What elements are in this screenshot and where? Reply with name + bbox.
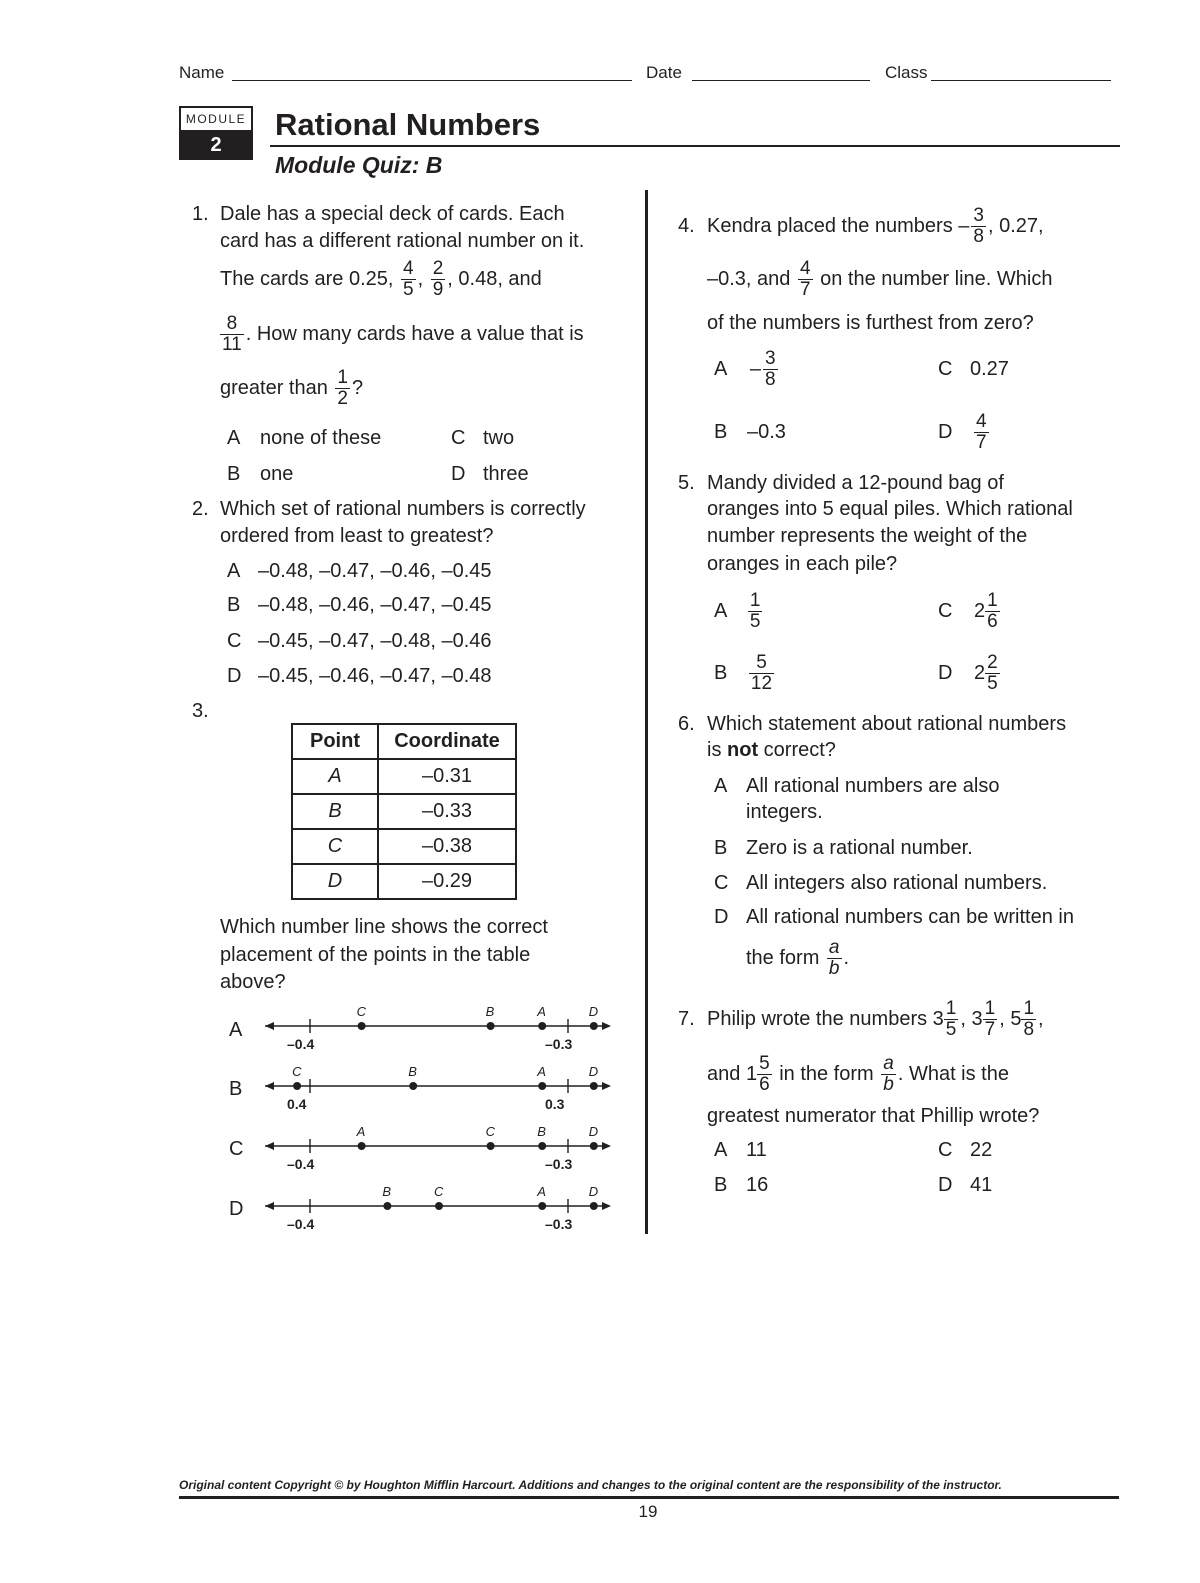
choice-letter: B (714, 662, 728, 684)
denominator: b (883, 1074, 894, 1096)
table-cell: –0.33 (378, 794, 516, 829)
question-text (707, 1051, 1009, 1097)
question-text: card has a different rational number on it. (220, 230, 585, 252)
point-label: B (382, 1184, 392, 1199)
question-text: greatest numerator that Phillip wrote? (707, 1105, 1040, 1127)
text-span: and (707, 1063, 741, 1085)
choice-letter: C (938, 1139, 953, 1161)
choice-c[interactable] (938, 1138, 993, 1162)
numerator: 1 (749, 590, 761, 612)
point-label: C (434, 1184, 444, 1199)
tick-label: –0.4 (287, 1156, 315, 1172)
point-label: D (588, 1124, 599, 1139)
fraction (827, 938, 842, 979)
numerator: a (883, 1053, 894, 1075)
fraction (881, 1054, 896, 1095)
text-span: , 0.27, (987, 215, 1044, 237)
class-label: Class (885, 63, 928, 82)
choice-letter: B (227, 463, 241, 485)
denominator: 6 (987, 611, 998, 633)
numerator: 1 (987, 590, 998, 612)
choice-b[interactable] (714, 650, 776, 696)
choice-text: 11 (746, 1139, 767, 1161)
question-text (220, 312, 584, 356)
number-line-point (590, 1082, 598, 1090)
table-cell: –0.31 (378, 759, 516, 794)
points-table (291, 723, 517, 900)
table-row (292, 829, 516, 864)
fraction (971, 206, 986, 247)
footer-rule (179, 1496, 1119, 1499)
left-arrow-icon (265, 1202, 274, 1210)
fraction (763, 349, 778, 390)
choice-letter: C (227, 630, 242, 652)
choice-a[interactable] (714, 774, 1000, 798)
denominator: 7 (976, 432, 987, 454)
text-span: , (960, 1008, 966, 1030)
number-line-point (293, 1082, 301, 1090)
question-number: 6. (678, 713, 695, 735)
choice-c[interactable] (451, 426, 515, 450)
point-label: D (588, 1184, 599, 1199)
text-span: greater than (220, 377, 328, 399)
fraction (974, 412, 989, 453)
text-span: is (707, 739, 722, 761)
denominator: 11 (222, 334, 242, 356)
choice-b-letter[interactable]: B (229, 1078, 243, 1100)
choice-d[interactable] (938, 409, 991, 455)
choice-letter: D (451, 463, 466, 485)
text-span: , (417, 268, 424, 290)
choice-letter: D (938, 662, 953, 684)
choice-text: –0.48, –0.46, –0.47, –0.45 (258, 594, 492, 616)
denominator: 8 (764, 369, 776, 391)
choice-d-letter[interactable]: D (229, 1198, 244, 1220)
whole-number: 3 (971, 1008, 983, 1030)
numerator: 4 (403, 258, 414, 280)
choice-text: integers. (746, 801, 823, 823)
fraction (749, 653, 774, 694)
denominator: 5 (987, 673, 998, 695)
text-span: Philip wrote the numbers (707, 1008, 928, 1030)
question-text: Which number line shows the correct (220, 916, 548, 938)
choice-text: –0.48, –0.47, –0.46, –0.45 (258, 560, 492, 582)
denominator: 8 (973, 226, 984, 248)
text-span: . How many cards have a value that is (245, 323, 584, 345)
choice-letter: C (714, 872, 729, 894)
choice-letter: C (938, 358, 953, 380)
numerator: 4 (799, 258, 811, 280)
whole-number: 3 (932, 1008, 944, 1030)
module-number: 2 (181, 130, 251, 158)
tick-label: –0.4 (287, 1036, 315, 1052)
number-line-point (590, 1202, 598, 1210)
denominator: b (828, 958, 840, 980)
fraction (985, 653, 1000, 694)
table-row (292, 759, 516, 794)
text-span: , (999, 1008, 1005, 1030)
choice-letter: A (714, 600, 727, 622)
title-rule (270, 145, 1120, 147)
numerator: 1 (945, 998, 957, 1020)
choice-letter: A (714, 775, 728, 797)
choice-letter: B (714, 1174, 728, 1196)
fraction (757, 1054, 772, 1095)
table-cell: B (292, 794, 378, 829)
question-number: 5. (678, 472, 695, 494)
number-line-point (487, 1022, 495, 1030)
text-span: on the number line. Which (820, 268, 1053, 290)
denominator: 7 (799, 279, 811, 301)
left-arrow-icon (265, 1082, 274, 1090)
fraction (1021, 999, 1036, 1040)
text-span: , (1038, 1008, 1044, 1030)
table-cell: –0.38 (378, 829, 516, 864)
point-label: D (588, 1004, 599, 1019)
number-line-point (435, 1202, 443, 1210)
number-line-point (538, 1202, 546, 1210)
number-line-point (358, 1142, 366, 1150)
question-text: number represents the weight of the (707, 525, 1028, 547)
number-line-point (538, 1022, 546, 1030)
column-divider (645, 190, 648, 1234)
choice-b[interactable] (227, 593, 492, 617)
fraction (431, 259, 446, 300)
question-text (707, 257, 1052, 301)
module-badge-label: MODULE (185, 112, 247, 126)
text-span: The cards are 0.25, (220, 268, 394, 290)
column-header: Coordinate (378, 724, 516, 759)
choice-letter: A (714, 1139, 728, 1161)
choice-d[interactable] (938, 650, 1002, 696)
choice-letter: B (714, 837, 728, 859)
choice-letter: B (714, 421, 728, 443)
choice-letter: A (227, 560, 241, 582)
numerator: 3 (973, 205, 984, 227)
choice-letter: A (714, 358, 727, 380)
point-label: C (485, 1124, 495, 1139)
fraction (798, 259, 813, 300)
whole-number: 1 (745, 1063, 758, 1085)
table-cell: D (292, 864, 378, 899)
fraction (944, 999, 959, 1040)
choice-c[interactable] (938, 357, 1009, 381)
question-text (220, 366, 363, 410)
whole-number: 2 (974, 662, 986, 684)
number-line-point (487, 1142, 495, 1150)
tick-label: –0.4 (287, 1216, 315, 1232)
fraction (983, 999, 998, 1040)
class-field[interactable] (931, 80, 1111, 81)
table-cell: –0.29 (378, 864, 516, 899)
text-span: –0.3, and (707, 268, 791, 290)
numerator: 8 (220, 314, 244, 335)
choice-text: two (483, 427, 515, 449)
point-label: D (588, 1064, 599, 1079)
number-line-point (590, 1022, 598, 1030)
choice-letter: D (938, 421, 953, 443)
question-number: 1. (192, 203, 209, 225)
choice-a[interactable] (714, 1138, 767, 1162)
right-arrow-icon (602, 1022, 611, 1030)
question-number: 4. (678, 215, 695, 237)
question-text (220, 257, 542, 301)
choice-a[interactable] (227, 559, 492, 583)
question-text: oranges in each pile? (707, 553, 898, 575)
choice-d[interactable] (938, 1173, 993, 1197)
choice-letter: C (451, 427, 466, 449)
numerator: a (828, 937, 840, 959)
question-text (707, 204, 1044, 248)
choice-text: –0.45, –0.47, –0.48, –0.46 (258, 630, 492, 652)
denominator: 5 (945, 1019, 957, 1041)
choice-c-letter[interactable]: C (229, 1138, 244, 1160)
choice-text: 16 (746, 1174, 769, 1196)
question-text: Dale has a special deck of cards. Each (220, 203, 565, 225)
denominator: 9 (432, 279, 444, 301)
page-number: 19 (638, 1502, 658, 1521)
choice-a[interactable] (714, 346, 780, 392)
choice-b[interactable] (714, 836, 973, 860)
left-arrow-icon (265, 1022, 274, 1030)
choice-c[interactable] (714, 871, 1048, 895)
choice-d[interactable] (714, 905, 1074, 929)
question-text (707, 738, 836, 762)
choice-c[interactable] (227, 629, 492, 653)
point-label: A (537, 1184, 546, 1199)
choice-letter: D (714, 906, 729, 928)
table-row (292, 864, 516, 899)
question-text (707, 996, 1044, 1042)
choice-text: All rational numbers can be written in (746, 906, 1074, 928)
number-line-choices[interactable] (255, 998, 625, 1238)
numerator: 4 (976, 411, 987, 433)
point-label: B (485, 1004, 495, 1019)
choice-text: All integers also rational numbers. (746, 872, 1048, 894)
page-subtitle: Module Quiz: B (275, 152, 443, 178)
question-number: 3. (192, 700, 209, 722)
date-label: Date (646, 63, 682, 82)
tick-label: –0.3 (545, 1036, 573, 1052)
text-span: in the form (779, 1063, 874, 1085)
numerator: 3 (764, 348, 776, 370)
tick-label: 0.4 (287, 1096, 307, 1112)
point-label: B (537, 1124, 546, 1139)
choice-text: All rational numbers are also (746, 775, 1000, 797)
text-span: the form (746, 947, 820, 969)
number-line-point (358, 1022, 366, 1030)
whole-number: 5 (1010, 1008, 1022, 1030)
question-text: Mandy divided a 12-pound bag of (707, 472, 1004, 494)
choice-text: three (483, 463, 529, 485)
choice-a[interactable] (714, 588, 764, 634)
text-span: . What is the (897, 1063, 1009, 1085)
fraction (401, 259, 416, 300)
numerator: 1 (984, 998, 996, 1020)
text-span: . (843, 947, 850, 969)
point-label: C (356, 1004, 366, 1019)
copyright-notice: Original content Copyright © by Houghton Mifflin Harcourt. Additions and changes to the original content are the responsibility of the instructor. (179, 1478, 1002, 1492)
text-span: ? (352, 377, 364, 399)
module-badge (179, 106, 253, 160)
numerator: 2 (987, 652, 998, 674)
right-arrow-icon (602, 1202, 611, 1210)
numerator: 2 (432, 258, 444, 280)
text-span: – (749, 358, 761, 380)
right-arrow-icon (602, 1142, 611, 1150)
choice-text: one (260, 463, 294, 485)
whole-number: 2 (974, 600, 986, 622)
text-span: correct? (763, 739, 836, 761)
point-label: A (537, 1004, 546, 1019)
numerator: 1 (1023, 998, 1035, 1020)
question-text: Which statement about rational numbers (707, 713, 1067, 735)
right-arrow-icon (602, 1082, 611, 1090)
question-text: ordered from least to greatest? (220, 525, 494, 547)
choice-letter: B (227, 594, 241, 616)
question-number: 7. (678, 1008, 695, 1030)
name-label: Name (179, 63, 225, 82)
text-span: , 0.48, and (447, 268, 542, 290)
denominator: 5 (403, 279, 414, 301)
question-text: above? (220, 971, 286, 993)
choice-a[interactable] (227, 426, 382, 450)
question-text: placement of the points in the table (220, 944, 531, 966)
table-header-row (292, 724, 516, 759)
question-text: of the numbers is furthest from zero? (707, 312, 1034, 334)
fraction (748, 591, 763, 632)
tick-label: 0.3 (545, 1096, 565, 1112)
number-line-point (538, 1082, 546, 1090)
point-label: B (408, 1064, 417, 1079)
numerator: 5 (749, 653, 774, 674)
question-text: Which set of rational numbers is correctly (220, 498, 586, 520)
question-text: oranges into 5 equal piles. Which rational (707, 498, 1073, 520)
choice-text: none of these (260, 427, 382, 449)
choice-a-letter[interactable]: A (229, 1019, 243, 1041)
left-arrow-icon (265, 1142, 274, 1150)
choice-text: 41 (970, 1174, 993, 1196)
choice-d[interactable] (227, 664, 492, 688)
table-cell: A (292, 759, 378, 794)
choice-letter: C (938, 600, 953, 622)
choice-text: –0.3 (747, 421, 786, 443)
denominator: 12 (750, 673, 773, 695)
choice-text: 22 (970, 1139, 993, 1161)
page-title: Rational Numbers (275, 107, 541, 142)
number-line-point (409, 1082, 417, 1090)
point-label: C (292, 1064, 302, 1079)
choice-letter: A (227, 427, 241, 449)
question-number: 2. (192, 498, 209, 520)
choice-d[interactable] (451, 462, 529, 486)
fraction (220, 314, 244, 355)
number-line-point (383, 1202, 391, 1210)
tick-label: –0.3 (545, 1216, 573, 1232)
choice-b[interactable] (714, 1173, 769, 1197)
denominator: 5 (749, 611, 761, 633)
choice-text (746, 935, 849, 981)
denominator: 6 (759, 1074, 770, 1096)
point-label: A (537, 1064, 546, 1079)
choice-text: –0.45, –0.46, –0.47, –0.48 (258, 665, 492, 687)
denominator: 8 (1023, 1019, 1035, 1041)
choice-text: 0.27 (970, 358, 1009, 380)
number-line-point (590, 1142, 598, 1150)
column-header: Point (292, 724, 378, 759)
choice-letter: D (938, 1174, 953, 1196)
date-field[interactable] (692, 80, 870, 81)
denominator: 2 (337, 388, 348, 410)
fraction (985, 591, 1000, 632)
point-label: A (356, 1124, 366, 1139)
emphasis-text: not (727, 739, 759, 761)
choice-b[interactable] (227, 462, 294, 486)
choice-letter: D (227, 665, 242, 687)
choice-c[interactable] (938, 588, 1002, 634)
numerator: 5 (759, 1053, 770, 1075)
tick-label: –0.3 (545, 1156, 573, 1172)
fraction (335, 368, 350, 409)
numerator: 1 (337, 367, 348, 389)
table-cell: C (292, 829, 378, 864)
choice-text: Zero is a rational number. (746, 837, 973, 859)
name-field[interactable] (232, 80, 632, 81)
text-span: Kendra placed the numbers – (707, 215, 970, 237)
table-row (292, 794, 516, 829)
choice-b[interactable] (714, 420, 786, 444)
number-line-point (538, 1142, 546, 1150)
denominator: 7 (984, 1019, 996, 1041)
